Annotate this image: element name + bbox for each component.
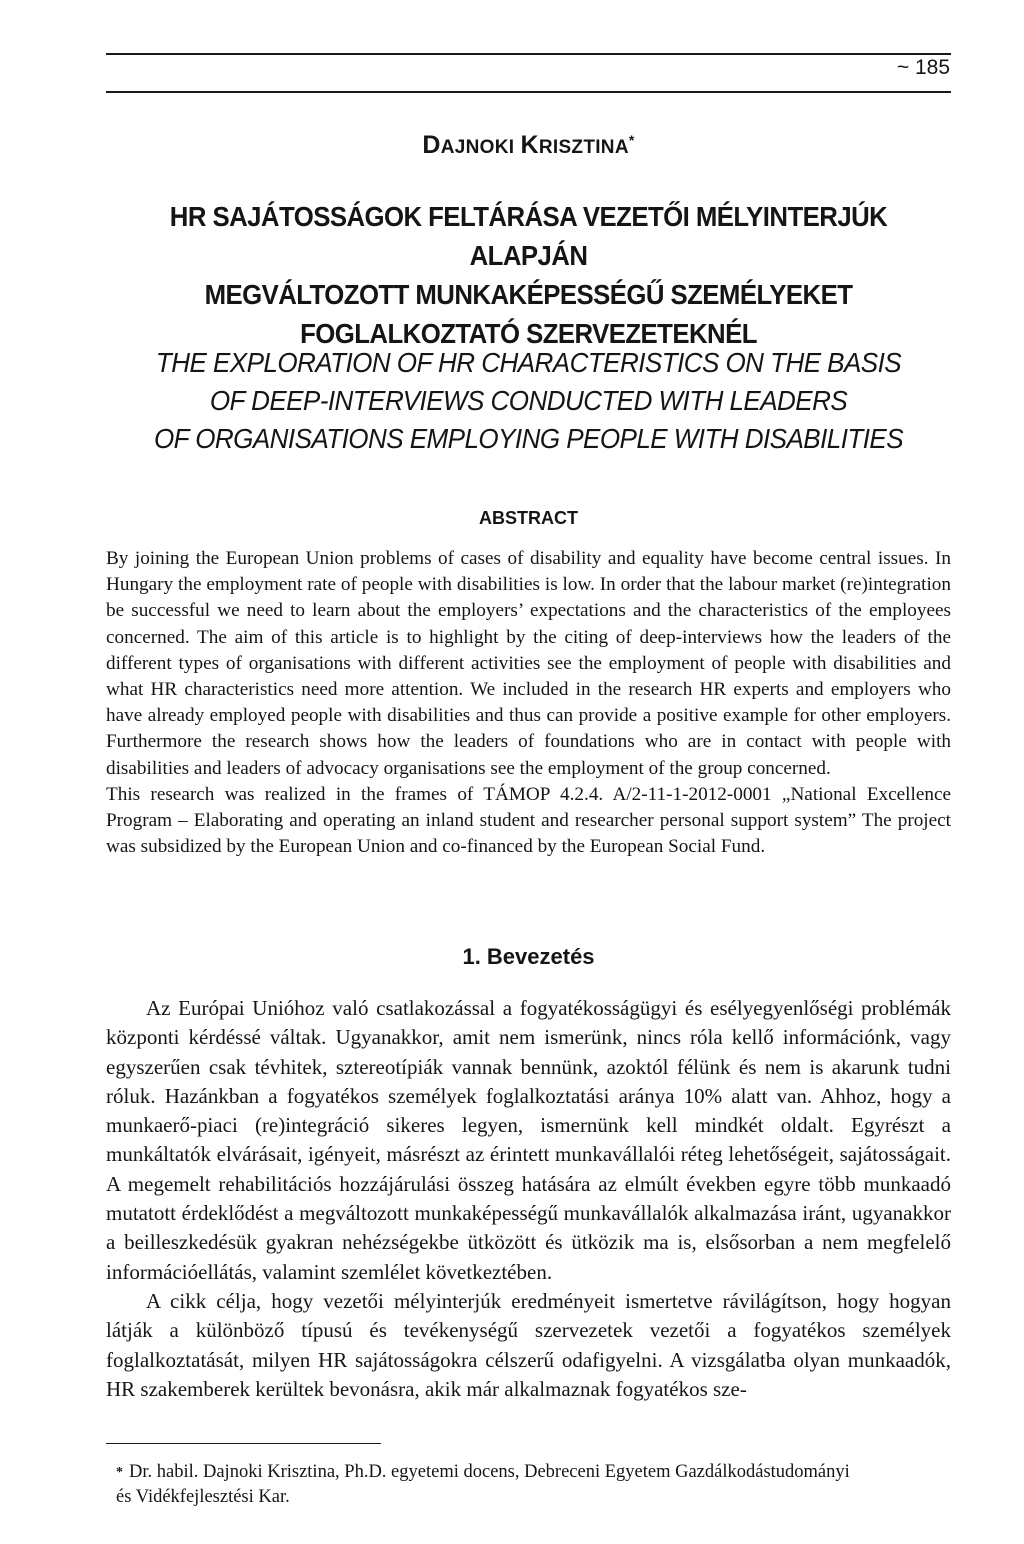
author-initial: K bbox=[520, 131, 539, 159]
author-name bbox=[106, 131, 951, 160]
header-rule-top bbox=[106, 53, 951, 55]
footnote-text: Dr. habil. Dajnoki Krisztina, Ph.D. egyetemi docens, Debreceni Egyetem Gazdálkodástudományi bbox=[129, 1462, 850, 1482]
title-line: FOGLALKOZTATÓ SZERVEZETEKNÉL bbox=[300, 318, 757, 349]
abstract-body bbox=[106, 546, 951, 860]
footnote-rule bbox=[106, 1443, 381, 1444]
footnote bbox=[116, 1460, 951, 1510]
author-given-rest: RISZTINA bbox=[538, 137, 629, 158]
title-line: OF ORGANISATIONS EMPLOYING PEOPLE WITH DISABILITIES bbox=[153, 423, 904, 454]
abstract-paragraph: This research was realized in the frames of TÁMOP 4.2.4. A/2-11-1-2012-0001 „National Excellence Program – Elaborating and operating an inland student and researcher personal support system” The project was subsidized by the European Union and co-financed by the European Social Fund. bbox=[106, 783, 951, 858]
header-rule-bottom bbox=[106, 91, 951, 93]
abstract-paragraph: By joining the European Union problems of cases of disability and equality have become central issues. In Hungary the employment rate of people with disabilities is low. In order that the labour market (re)integration be successful we need to learn about the employers’ expectations and the characteristics of the employees concerned. The aim of this article is to highlight by the citing of deep-interviews how the leaders of the different types of organisations with different activities see the employment of people with disabilities and what HR characteristics need more attention. We included in the research HR experts and employers who have already employed people with disabilities and thus can provide a positive example for other employers. Furthermore the research shows how the leaders of foundations who are in contact with people with disabilities and leaders of advocacy organisations see the employment of the group concerned. bbox=[106, 548, 951, 779]
page-number: ~ 185 bbox=[896, 56, 950, 79]
title-hungarian bbox=[140, 197, 917, 353]
body-paragraph: A cikk célja, hogy vezetői mélyinterjúk eredményeit ismertetve rávilágítson, hogy hogyan látják a különböző típusú és tevékenységű szervezetek vezetői a fogyatékos személyek foglalkoztatását, milyen HR sajátosságokra célszerű odafigyelni. A vizsgálatba olyan munkaadók, HR szakemberek kerültek bevonásra, akik már alkalmaznak fogyatékos sze- bbox=[106, 1288, 951, 1401]
footnote-mark: * bbox=[116, 1465, 123, 1480]
title-line: THE EXPLORATION OF HR CHARACTERISTICS ON THE BASIS bbox=[155, 347, 902, 378]
body-paragraph: Az Európai Unióhoz való csatlakozással a fogyatékosságügyi és esélyegyenlőségi problémák központi kérdéssé váltak. Ugyanakkor, amit nem ismerünk, nincs róla kellő információnk, vagy egyszerűen csak tévhitek, sztereotípiák vannak bennünk, azoktól félünk és nem is akarunk tudni róluk. Hazánkban a fogyatékos személyek foglalkoztatási aránya 10% alatt van. Ahhoz, hogy a munkaerő-piaci (re)integráció sikeres legyen, ismernünk kell mindkét oldalt. Egyrészt a munkáltatók elvárásait, igényeit, másrészt az érintett munkavállalói réteg lehetőségeit, sajátosságait. A megemelt rehabilitációs hozzájárulási összeg hatására az elmúlt években egyre több munkaadó mutatott érdeklődést a megváltozott munkaképességű munkavállalók alkalmazása iránt, ugyanakkor a beilleszkedésük gyakran nehézségekbe ütközött és ütközik ma is, elsősorban a nem megfelelő információellátás, valamint szemlélet következtében. bbox=[106, 996, 951, 1284]
title-english bbox=[136, 344, 922, 458]
footnote-line: és Vidékfejlesztési Kar. bbox=[116, 1487, 290, 1507]
title-line: MEGVÁLTOZOTT MUNKAKÉPESSÉGŰ SZEMÉLYEKET bbox=[204, 279, 853, 310]
section-body bbox=[106, 994, 951, 1404]
author-initial: D bbox=[422, 131, 441, 159]
title-line: OF DEEP-INTERVIEWS CONDUCTED WITH LEADERS bbox=[209, 385, 848, 416]
title-line: HR SAJÁTOSSÁGOK FELTÁRÁSA VEZETŐI MÉLYINTERJÚK ALAPJÁN bbox=[169, 201, 888, 271]
author-surname-rest: AJNOKI bbox=[440, 137, 515, 158]
section-heading: 1. Bevezetés bbox=[462, 944, 595, 969]
author-footnote-mark: * bbox=[628, 132, 635, 148]
footnote-line bbox=[116, 1460, 951, 1485]
abstract-heading: ABSTRACT bbox=[479, 508, 578, 528]
